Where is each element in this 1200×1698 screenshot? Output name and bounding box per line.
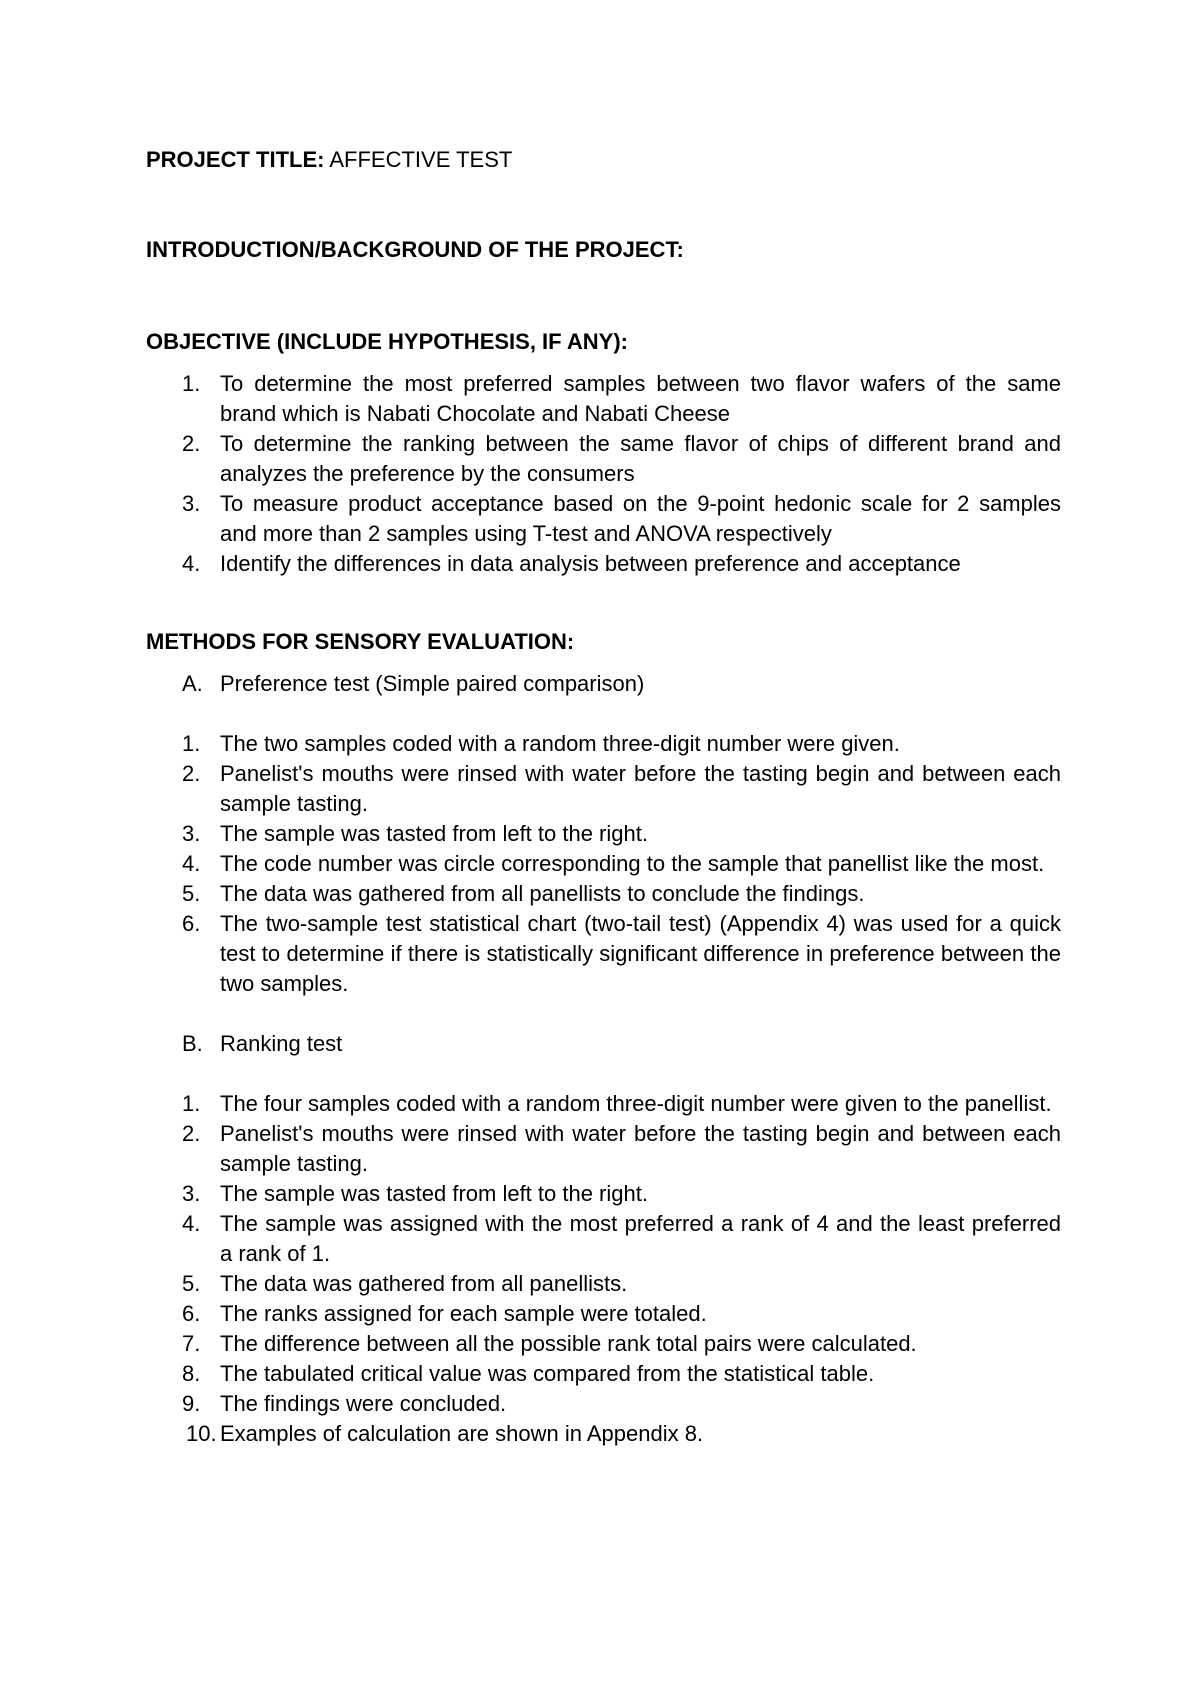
list-item	[146, 489, 1061, 549]
project-title	[146, 145, 1061, 175]
item-text: The four samples coded with a random three-digit number were given to the panellist.	[220, 1091, 1052, 1116]
item-number: 1.	[182, 731, 201, 756]
section-letter: A.	[182, 671, 203, 696]
item-number: 7.	[182, 1331, 201, 1356]
item-number: 3.	[182, 491, 201, 516]
list-item	[146, 549, 1061, 579]
item-text: The two-sample test statistical chart (two-tail test) (Appendix 4) was used for a quick test to determine if there is statistically significant difference in preference between the two samples.	[220, 911, 1061, 996]
list-item	[146, 1419, 1061, 1449]
item-number: 4.	[182, 1211, 201, 1236]
list-item	[146, 1299, 1061, 1329]
item-text: The sample was assigned with the most preferred a rank of 4 and the least preferred a rank of 1.	[220, 1211, 1061, 1266]
preference-steps-list	[146, 729, 1061, 999]
item-number: 4.	[182, 551, 201, 576]
list-item	[146, 759, 1061, 819]
document-body	[146, 145, 1061, 1449]
item-number: 9.	[182, 1391, 201, 1416]
objective-heading: OBJECTIVE (INCLUDE HYPOTHESIS, IF ANY):	[146, 329, 629, 354]
list-item	[146, 1329, 1061, 1359]
item-text: The difference between all the possible rank total pairs were calculated.	[220, 1331, 917, 1356]
list-item	[146, 729, 1061, 759]
methods-heading: METHODS FOR SENSORY EVALUATION:	[146, 629, 575, 654]
item-text: Identify the differences in data analysis between preference and acceptance	[220, 551, 961, 576]
item-number: 5.	[182, 1271, 201, 1296]
item-text: The two samples coded with a random three-digit number were given.	[220, 731, 900, 756]
item-text: To measure product acceptance based on the 9-point hedonic scale for 2 samples and more than 2 samples using T-test and ANOVA respectively	[220, 491, 1061, 546]
item-text: Examples of calculation are shown in Appendix 8.	[220, 1421, 704, 1446]
list-item	[146, 1179, 1061, 1209]
ranking-steps-list	[146, 1089, 1061, 1449]
item-text: The findings were concluded.	[220, 1391, 507, 1416]
objective-list	[146, 369, 1061, 579]
section-title: Ranking test	[220, 1031, 343, 1056]
item-number: 6.	[182, 1301, 201, 1326]
item-number: 3.	[182, 1181, 201, 1206]
item-text: To determine the most preferred samples between two flavor wafers of the same brand which is Nabati Chocolate and Nabati Cheese	[220, 371, 1061, 426]
item-number: 5.	[182, 881, 201, 906]
ranking-test-heading	[146, 1029, 1061, 1059]
list-item	[146, 1209, 1061, 1269]
section-letter: B.	[182, 1031, 203, 1056]
list-item	[146, 1359, 1061, 1389]
item-text: The data was gathered from all panellists to conclude the findings.	[220, 881, 865, 906]
item-text: The sample was tasted from left to the right.	[220, 1181, 648, 1206]
list-item	[146, 429, 1061, 489]
item-text: The ranks assigned for each sample were totaled.	[220, 1301, 707, 1326]
list-item	[146, 369, 1061, 429]
section-title: Preference test (Simple paired comparison)	[220, 671, 645, 696]
list-item	[146, 1389, 1061, 1419]
item-number: 1.	[182, 371, 201, 396]
item-text: The sample was tasted from left to the right.	[220, 821, 648, 846]
list-item	[146, 879, 1061, 909]
item-number: 10.	[186, 1421, 217, 1446]
item-number: 3.	[182, 821, 201, 846]
item-text: The tabulated critical value was compared from the statistical table.	[220, 1361, 875, 1386]
item-text: The data was gathered from all panellists.	[220, 1271, 628, 1296]
item-number: 4.	[182, 851, 201, 876]
item-number: 2.	[182, 431, 201, 456]
introduction-heading: INTRODUCTION/BACKGROUND OF THE PROJECT:	[146, 237, 684, 262]
list-item	[146, 1089, 1061, 1119]
preference-test-heading	[146, 669, 1061, 699]
list-item	[146, 849, 1061, 879]
item-text: To determine the ranking between the same flavor of chips of different brand and analyzes the preference by the consumers	[220, 431, 1061, 486]
list-item	[146, 1269, 1061, 1299]
item-text: The code number was circle corresponding to the sample that panellist like the most.	[220, 851, 1045, 876]
list-item	[146, 1119, 1061, 1179]
item-number: 8.	[182, 1361, 201, 1386]
item-text: Panelist's mouths were rinsed with water before the tasting begin and between each sample tasting.	[220, 1121, 1061, 1176]
list-item	[146, 909, 1061, 999]
item-number: 1.	[182, 1091, 201, 1116]
project-title-label: PROJECT TITLE:	[146, 147, 325, 172]
item-number: 6.	[182, 911, 201, 936]
item-number: 2.	[182, 761, 201, 786]
list-item	[146, 819, 1061, 849]
project-title-value: AFFECTIVE TEST	[329, 147, 513, 172]
item-number: 2.	[182, 1121, 201, 1146]
item-text: Panelist's mouths were rinsed with water before the tasting begin and between each sample tasting.	[220, 761, 1061, 816]
